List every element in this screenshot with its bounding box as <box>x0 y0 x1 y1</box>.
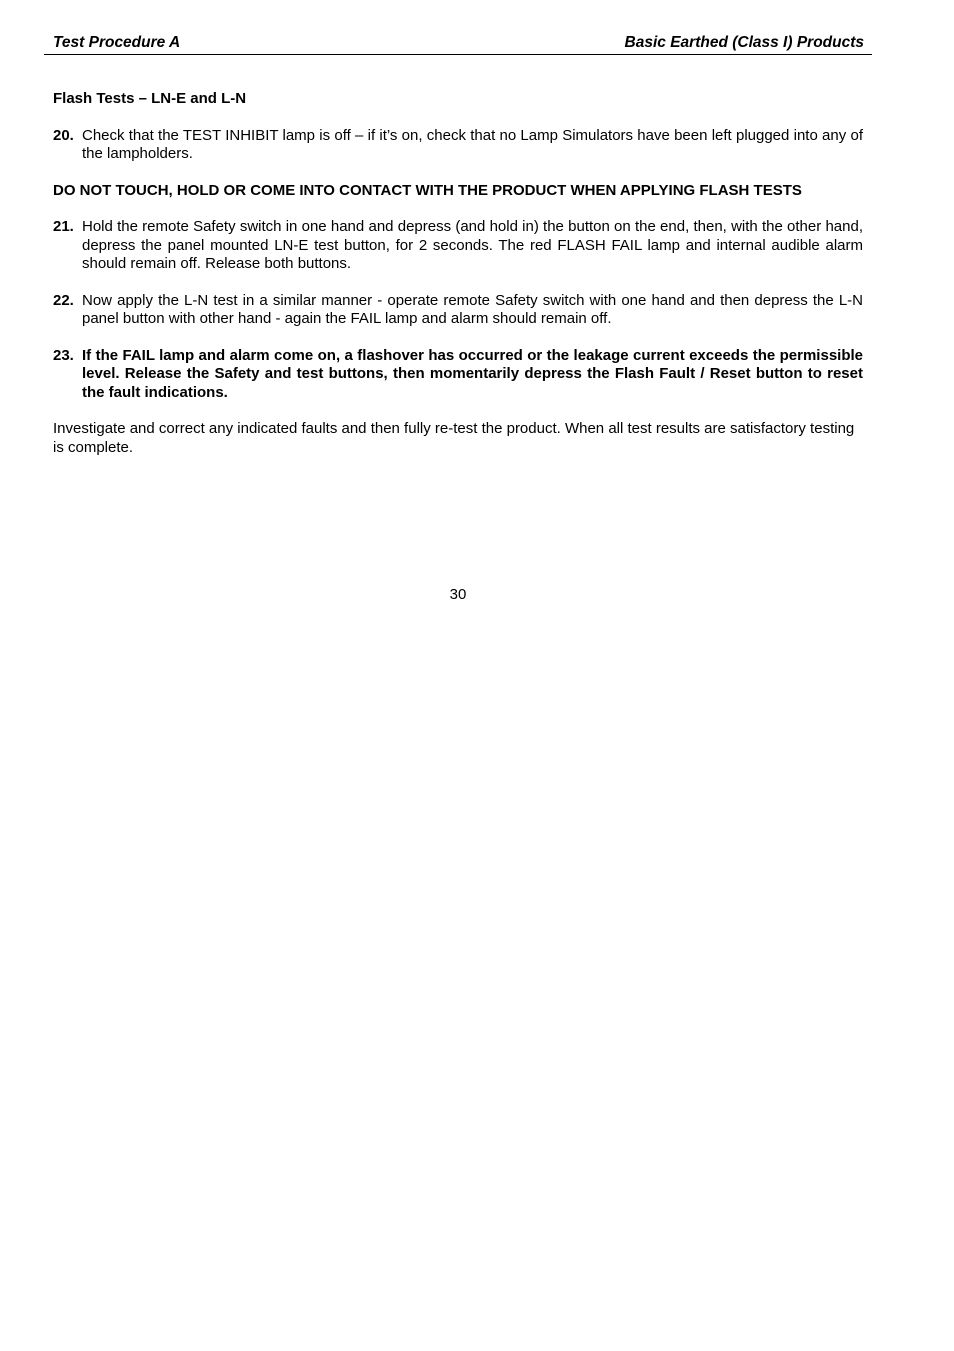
item-number: 21. <box>53 218 74 235</box>
item-text: Check that the TEST INHIBIT lamp is off – if it’s on, check that no Lamp Simulators have been left plugged into any of the lampholders. <box>82 126 863 162</box>
list-item-23 <box>53 347 863 403</box>
safety-warning: DO NOT TOUCH, HOLD OR COME INTO CONTACT WITH THE PRODUCT WHEN APPLYING FLASH TESTS <box>53 181 802 199</box>
list-item-21 <box>53 218 863 274</box>
header-left-title: Test Procedure A <box>53 34 181 51</box>
item-text: Hold the remote Safety switch in one hand and depress (and hold in) the button on the end, then, with the other hand, depress the panel mounted LN-E test button, for 2 seconds. The red FLASH FAIL lamp and internal audible alarm should remain off. Release both buttons. <box>82 218 863 272</box>
section-heading: Flash Tests – LN-E and L-N <box>53 90 247 107</box>
item-text: Now apply the L-N test in a similar manner - operate remote Safety switch with one hand and then depress the L-N panel button with other hand - again the FAIL lamp and alarm should remain off. <box>82 291 863 327</box>
item-number: 23. <box>53 346 74 364</box>
page-content <box>53 90 863 457</box>
item-text: If the FAIL lamp and alarm come on, a flashover has occurred or the leakage current exceeds the permissible level. Release the Safety and test buttons, then momentarily depress the Flash Fault / Reset button to reset the fault indications. <box>82 346 863 401</box>
list-item-20 <box>53 127 863 164</box>
list-item-22 <box>53 292 863 329</box>
header-right-title: Basic Earthed (Class I) Products <box>624 34 864 51</box>
closing-paragraph: Investigate and correct any indicated faults and then fully re-test the product. When all test results are satisfactory testing is complete. <box>53 420 855 456</box>
item-number: 20. <box>53 126 74 144</box>
item-number: 22. <box>53 291 74 309</box>
page-header <box>44 34 872 55</box>
page-number: 30 <box>449 586 467 603</box>
